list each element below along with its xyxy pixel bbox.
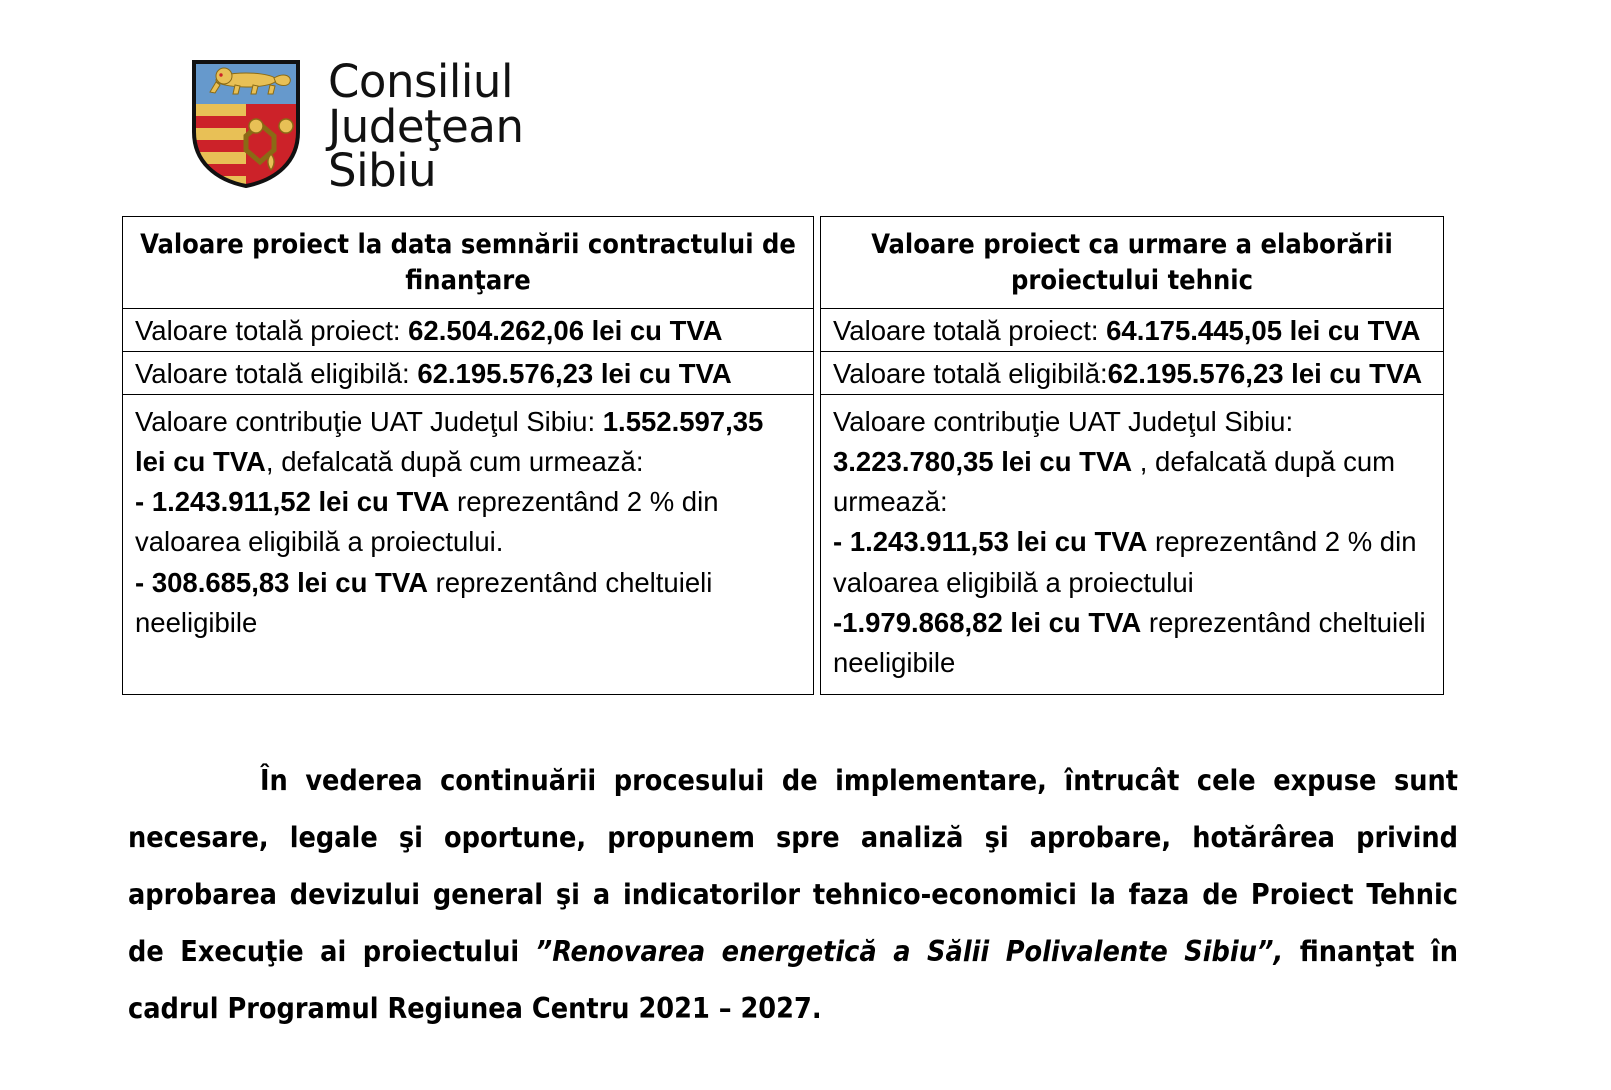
detail-item2-tail-left: reprezentând cheltuieli neeligibile xyxy=(135,566,713,638)
detail-item2-value-left: 308.685,83 lei cu TVA xyxy=(151,566,428,598)
detail-item2-prefix-left: - xyxy=(135,566,152,598)
contribution-detail-left xyxy=(123,395,811,643)
table-row xyxy=(123,352,813,395)
table-row xyxy=(123,309,813,352)
closing-paragraph xyxy=(128,752,1458,1037)
row-value-eligible-value-right: 62.195.576,23 lei cu TVA xyxy=(1107,358,1423,389)
detail-item1-prefix-right: - xyxy=(833,526,850,558)
row-value-eligible-value-left: 62.195.576,23 lei cu TVA xyxy=(417,358,732,389)
row-label-total-value-right: Valoare totală proiect: xyxy=(833,315,1107,346)
detail-intro-value-right: 3.223.780,35 lei cu TVA xyxy=(833,446,1133,478)
table-row xyxy=(821,309,1443,352)
detail-item1-prefix-left: - xyxy=(135,486,152,518)
detail-item2-value-right: 1.979.868,82 lei cu TVA xyxy=(842,606,1142,638)
contribution-detail-right xyxy=(821,395,1441,683)
logo-line-sibiu: Sibiu xyxy=(328,144,437,198)
table-column-after xyxy=(820,216,1444,695)
detail-item1-left xyxy=(135,482,801,562)
table-row xyxy=(821,352,1443,395)
detail-item2-tail-right: reprezentând cheltuieli neeligibile xyxy=(833,606,1426,678)
paragraph-part-two: finanţat în cadrul Programul Regiunea Centru 2021 – 2027. xyxy=(128,935,1458,1025)
detail-item1-tail-left: reprezentând 2 % din valoarea eligibilă a proiectului. xyxy=(135,486,719,558)
logo-line-consiliul: Consiliul xyxy=(328,55,513,108)
row-value-total-value-left: 62.504.262,06 lei cu TVA xyxy=(408,315,723,346)
detail-item1-tail-right: reprezentând 2 % din valoarea eligibilă a proiectului xyxy=(833,526,1417,598)
column-header-right: Valoare proiect ca urmare a elaborării proiectului tehnic xyxy=(821,217,1443,309)
sibiu-county-coat-of-arms-icon xyxy=(190,58,302,190)
detail-intro-left xyxy=(135,402,801,482)
detail-item2-prefix-right: - xyxy=(833,606,843,638)
detail-intro-right xyxy=(833,402,1431,522)
logo-line-judetean: Judeţean xyxy=(328,99,524,153)
detail-item1-value-right: 1.243.911,53 lei cu TVA xyxy=(849,526,1148,558)
detail-intro-label-right: Valoare contribuţie UAT Judeţul Sibiu: xyxy=(833,406,1294,437)
column-header-left: Valoare proiect la data semnării contractului de finanţare xyxy=(123,217,813,309)
row-label-eligible-value-right: Valoare totală eligibilă: xyxy=(833,358,1108,389)
detail-item1-right xyxy=(833,522,1431,602)
detail-intro-value-left: 1.552.597,35 lei cu TVA xyxy=(135,406,764,478)
logo-wordmark xyxy=(328,55,524,198)
document-header xyxy=(190,55,524,198)
detail-intro-tail-right: , defalcată după cum urmează: xyxy=(833,446,1396,518)
row-label-eligible-value-left: Valoare totală eligibilă: xyxy=(135,358,418,389)
detail-item2-left xyxy=(135,563,801,643)
table-column-before xyxy=(122,216,814,695)
row-value-total-value-right: 64.175.445,05 lei cu TVA xyxy=(1106,315,1421,346)
detail-intro-tail-left: , defalcată după cum urmează: xyxy=(265,446,644,478)
detail-item2-right xyxy=(833,603,1431,683)
detail-item1-value-left: 1.243.911,52 lei cu TVA xyxy=(151,486,450,518)
project-value-table xyxy=(122,216,1444,695)
row-label-total-value-left: Valoare totală proiect: xyxy=(135,315,409,346)
detail-intro-label-left: Valoare contribuţie UAT Judeţul Sibiu: xyxy=(135,406,603,437)
project-name-italic: ”Renovarea energetică a Sălii Polivalente Sibiu”, xyxy=(535,935,1284,968)
paragraph-part-one: În vederea continuării procesului de implementare, întrucât cele expuse sunt necesare, legale şi oportune, propunem spre analiză şi aprobare, hotărârea privind aprobarea devizului general şi a indicatorilor tehnico-economici la faza de Proiect Tehnic de Execuţie ai proiectului xyxy=(128,764,1458,968)
